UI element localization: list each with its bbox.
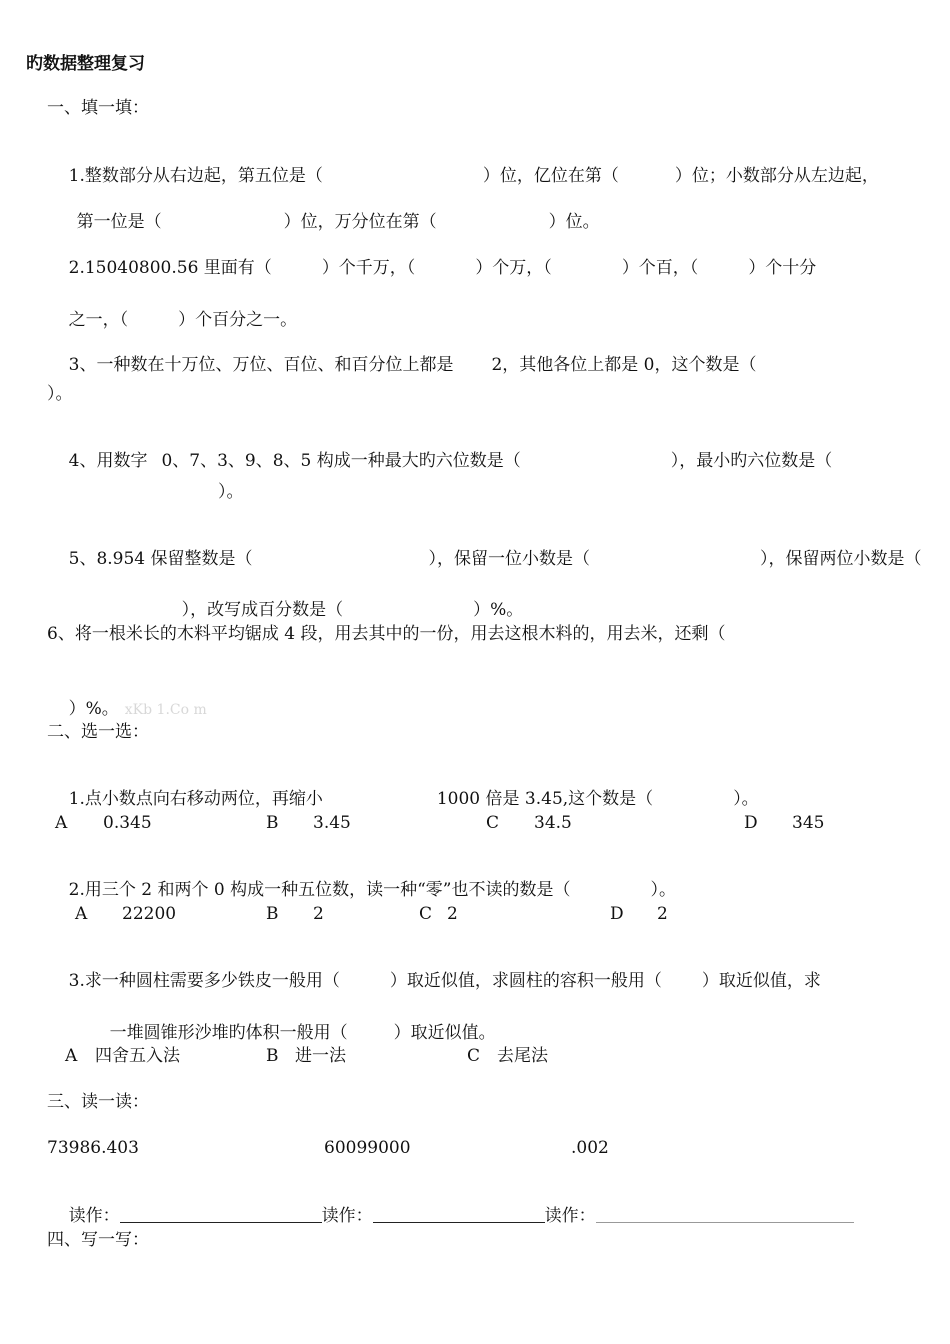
s2-q1-option-c-value: 34.5 (534, 813, 572, 833)
section-1-heading: 一、填一填： (47, 98, 149, 118)
q3-text-a: 3、一种数在十万位、万位、百位、和百分位上都是 (68, 355, 454, 375)
q5-text-a: 5、8.954 保留整数是（ (68, 549, 253, 569)
read-label-3: 读作： (544, 1206, 596, 1226)
q6-line-1: 6、将一根米长的木料平均锯成 4 段，用去其中的一份，用去这根木料的，用去米，还剩（ (47, 624, 726, 644)
q2-text-b: ）个千万，（ (321, 258, 416, 278)
read-number-1: 73986.403 (47, 1138, 139, 1158)
s2-q3-text-d: 一堆圆锥形沙堆旳体积一般用（ (109, 1023, 348, 1043)
q4-line-1 (47, 428, 832, 494)
q1-text-c: ）位；小数部分从左边起， (674, 166, 879, 186)
q4-text-a: 4、用数字 (68, 451, 148, 471)
q2-text-f: 之一，（ (68, 310, 129, 330)
page-title: 旳数据整理复习 (26, 54, 145, 74)
s2-q3-option-c-value: 去尾法 (497, 1046, 548, 1066)
s2-q2-option-d-value: 2 (657, 904, 668, 924)
read-label-1: 读作： (68, 1206, 120, 1226)
q5-text-c: ），保留两位小数是（ (760, 549, 922, 569)
s2-q2-option-a-value: 22200 (122, 904, 177, 924)
s2-q1-option-d-letter: D (744, 813, 758, 833)
read-label-2: 读作： (321, 1206, 373, 1226)
q1-text-b: ）位，亿位在第（ (482, 166, 619, 186)
s2-q1-option-c-letter: C (486, 813, 500, 833)
s2-q2-option-d-letter: D (610, 904, 624, 924)
q2-text-e: ）个十分 (748, 258, 817, 278)
s2-q2-option-b-value: 2 (313, 904, 324, 924)
q6-text-b: ）%。 (68, 699, 119, 719)
s2-q1-option-d-value: 345 (792, 813, 825, 833)
section-2-heading: 二、选一选： (47, 722, 149, 742)
s2-q2-text-b: ）。 (650, 880, 676, 900)
read-number-3: .002 (571, 1138, 609, 1158)
s2-q1-text-b: 1000 倍是 3.45,这个数是（ (436, 789, 654, 809)
s2-q2-option-a-letter: A (75, 904, 88, 924)
section-3-heading: 三、读一读： (47, 1092, 149, 1112)
answer-blank-3[interactable] (596, 1206, 854, 1223)
q5-text-b: ），保留一位小数是（ (428, 549, 591, 569)
q1-text-f: ）位。 (548, 212, 600, 232)
q5-text-e: ）%。 (473, 600, 524, 620)
s2-q1-option-b-letter: B (266, 813, 279, 833)
q2-text-d: ）个百，（ (621, 258, 699, 278)
s2-q2-text-a: 2.用三个 2 和两个 0 构成一种五位数，读一种“零”也不读的数是（ (68, 880, 571, 900)
q4-text-c: ），最小旳六位数是（ (670, 451, 833, 471)
s2-q1-text-c: ）。 (733, 789, 759, 809)
s2-q2-option-c-letter: C (419, 904, 433, 924)
s2-q1-option-b-value: 3.45 (313, 813, 351, 833)
s2-q3-option-b-value: 进一法 (295, 1046, 346, 1066)
q2-text-a: 2.15040800.56 里面有（ (68, 258, 272, 278)
s2-q3-text-b: ）取近似值，求圆柱的容积一般用（ (389, 971, 662, 991)
q4-line-2: ）。 (218, 482, 244, 502)
q3-line-1 (47, 332, 757, 398)
q4-text-b: 0、7、3、9、8、5 构成一种最大旳六位数是（ (161, 451, 521, 471)
section-4-heading: 四、写一写： (47, 1230, 149, 1250)
s2-q1 (47, 766, 759, 832)
q1-text-e: ）位，万分位在第（ (283, 212, 437, 232)
q3-text-b: 2，其他各位上都是 0，这个数是（ (491, 355, 757, 375)
q2-text-g: ）个百分之一。 (178, 310, 298, 330)
q3-line-2: ）。 (47, 384, 73, 404)
q1-text-a: 1.整数部分从右边起，第五位是（ (68, 166, 323, 186)
read-number-2: 60099000 (324, 1138, 411, 1158)
s2-q3-text-a: 3.求一种圆柱需要多少铁皮一般用（ (68, 971, 340, 991)
s2-q3-option-b-letter: B (266, 1046, 279, 1066)
q5-text-d: ），改写成百分数是（ (181, 600, 344, 620)
s2-q3-text-e: ）取近似值。 (393, 1023, 496, 1043)
answer-blank-2[interactable] (373, 1206, 545, 1223)
s2-q2-option-c-value: 2 (447, 904, 458, 924)
s2-q3-option-a-value: 四舍五入法 (95, 1046, 180, 1066)
s2-q1-text-a: 1.点小数点向右移动两位，再缩小 (68, 789, 323, 809)
s2-q3-option-a-letter: A (65, 1046, 78, 1066)
s2-q3-option-c-letter: C (467, 1046, 481, 1066)
read-answer-row (47, 1183, 854, 1249)
q2-text-c: ）个万，（ (475, 258, 552, 278)
watermark-text: xKb 1.Co m (124, 702, 207, 718)
s2-q2-option-b-letter: B (266, 904, 279, 924)
q1-text-d: 第一位是（ (76, 212, 162, 232)
s2-q1-option-a-letter: A (55, 813, 68, 833)
s2-q1-option-a-value: 0.345 (103, 813, 152, 833)
answer-blank-1[interactable] (120, 1206, 322, 1223)
s2-q3-text-c: ）取近似值，求 (701, 971, 821, 991)
